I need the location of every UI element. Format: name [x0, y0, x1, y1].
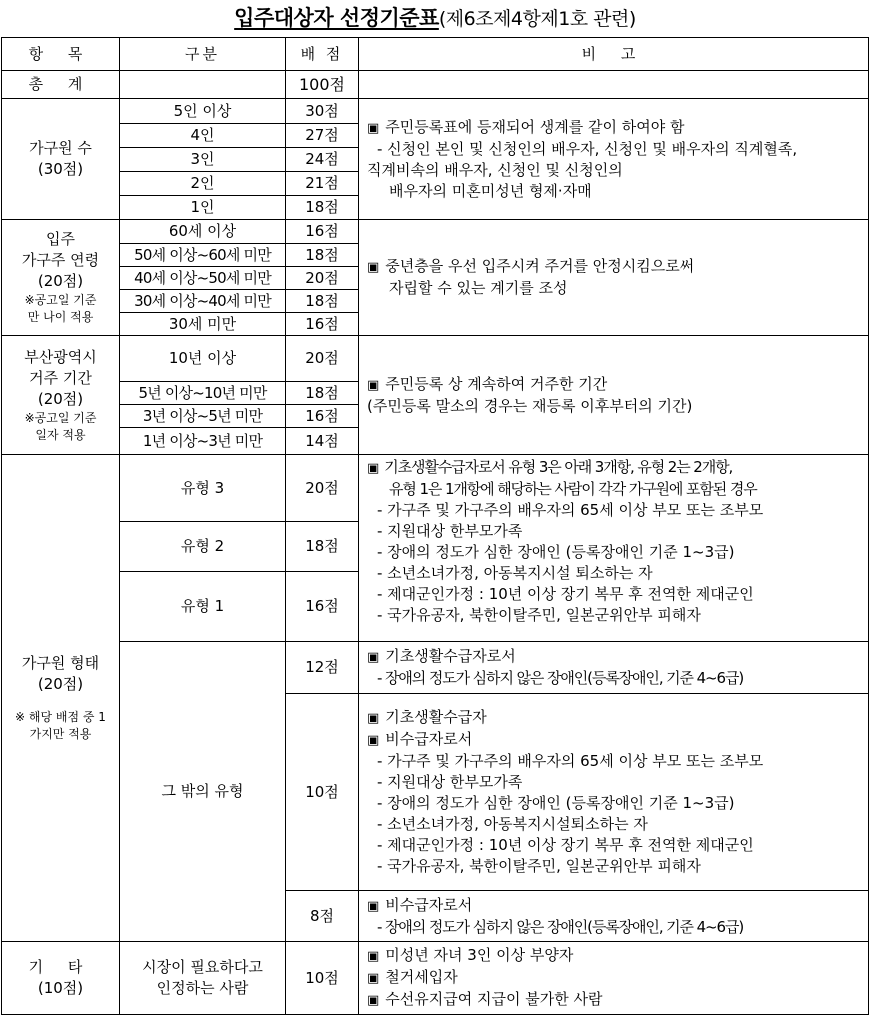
table-row: 2인 21점: [2, 172, 869, 196]
head-age-remark: ▣ 중년층을 우선 입주시켜 주거를 안정시킴으로써 자립할 수 있는 계기를 조성: [359, 220, 869, 336]
total-row: [2, 71, 869, 99]
table-row: 유형 1 16점: [2, 572, 869, 642]
page-title: [0, 0, 870, 36]
table-row: 50세 이상~60세 미만 18점: [2, 244, 869, 267]
table-row: 3년 이상~5년 미만 16점: [2, 405, 869, 428]
table-row: 기 타 (10점) 시장이 필요하다고 인정하는 사람 10점 ▣ 미성년 자녀 3인 이상 부양자 ▣ 철거세입자 ▣ 수선유지급여 지급이 불가한 사람: [2, 942, 869, 1015]
total-label: 총 계: [2, 71, 120, 99]
header-row: [2, 38, 869, 71]
title-main: 입주대상자 선정기준표: [234, 6, 439, 30]
total-score: 100점: [286, 71, 359, 99]
household-type-label: 가구원 형태 (20점) ※ 해당 배점 중 1 가지만 적용: [2, 455, 120, 942]
residence-label: 부산광역시 거주 기간 (20점) ※공고일 기준 일자 적용: [2, 336, 120, 455]
table-row: 유형 2 18점: [2, 522, 869, 572]
table-row: 가구원 수 (30점) 5인 이상 30점 ▣ 주민등록표에 등재되어 생계를 같이 하여야 함 - 신청인 본인 및 신청인의 배우자, 신청인 및 배우자의 직계혈족, 직계비속의 배우자, 신청인 및 신청인의 배우자의 미혼미성년 형제·자매: [2, 99, 869, 124]
table-row: 3인 24점: [2, 148, 869, 172]
household-size-label: 가구원 수 (30점): [2, 99, 120, 220]
table-row: 5년 이상~10년 미만 18점: [2, 382, 869, 405]
table-row: 가구원 형태 (20점) ※ 해당 배점 중 1 가지만 적용 유형 3 20점 ▣ 기초생활수급자로서 유형 3은 아래 3개항, 유형 2는 2개항, 유형 1은 1개항에 해당하는 사람이 각각 가구원에 포함된 경우 - 가구주 및 가구주의 배우자의 65세 이상 부모 또는 조부모 - 지원대상 한부모가족 - 장애의 정도가 심한 장애인 (등록장애인 기준 1~3급) - 소년소녀가정, 아동복지시설 퇴소하는 자 - 제대군인가정 : 10년 이상 장기 복무 후 전역한 제대군인 - 국가유공자, 북한이탈주민, 일본군위안부 피해자: [2, 455, 869, 522]
criteria-table: [1, 37, 869, 1015]
etc-label: 기 타 (10점): [2, 942, 120, 1015]
header-item: 항 목: [2, 38, 120, 71]
header-score: 배 점: [286, 38, 359, 71]
etc-remark: ▣ 미성년 자녀 3인 이상 부양자 ▣ 철거세입자 ▣ 수선유지급여 지급이 불가한 사람: [359, 942, 869, 1015]
residence-remark: ▣ 주민등록 상 계속하여 거주한 기간 (주민등록 말소의 경우는 재등록 이후부터의 기간): [359, 336, 869, 455]
table-row: 입주 가구주 연령 (20점) ※공고일 기준 만 나이 적용 60세 이상 16점 ▣ 중년층을 우선 입주시켜 주거를 안정시킴으로써 자립할 수 있는 계기를 조성: [2, 220, 869, 244]
table-row: 부산광역시 거주 기간 (20점) ※공고일 기준 일자 적용 10년 이상 20점 ▣ 주민등록 상 계속하여 거주한 기간 (주민등록 말소의 경우는 재등록 이후부터의 기간): [2, 336, 869, 382]
table-row: 30세 미만 16점: [2, 313, 869, 336]
header-remark: 비 고: [359, 38, 869, 71]
table-row: 1인 18점: [2, 196, 869, 220]
head-age-label: 입주 가구주 연령 (20점) ※공고일 기준 만 나이 적용: [2, 220, 120, 336]
table-row: 4인 27점: [2, 124, 869, 148]
table-row: 10점 ▣ 기초생활수급자 ▣ 비수급자로서 - 가구주 및 가구주의 배우자의 65세 이상 부모 또는 조부모 - 지원대상 한부모가족 - 장애의 정도가 심한 장애인 (등록장애인 기준 1~3급) - 소년소녀가정, 아동복지시설퇴소하는 자 - 제대군인가정 : 10년 이상 장기 복무 후 전역한 제대군인 - 국가유공자, 북한이탈주민, 일본군위안부 피해자: [2, 694, 869, 891]
table-row: 1년 이상~3년 미만 14점: [2, 428, 869, 455]
table-row: 40세 이상~50세 미만 20점: [2, 267, 869, 290]
household-type-remark: ▣ 기초생활수급자로서 유형 3은 아래 3개항, 유형 2는 2개항, 유형 1은 1개항에 해당하는 사람이 각각 가구원에 포함된 경우 - 가구주 및 가구주의 배우자의 65세 이상 부모 또는 조부모 - 지원대상 한부모가족 - 장애의 정도가 심한 장애인 (등록장애인 기준 1~3급) - 소년소녀가정, 아동복지시설 퇴소하는 자 - 제대군인가정 : 10년 이상 장기 복무 후 전역한 제대군인 - 국가유공자, 북한이탈주민, 일본군위안부 피해자: [359, 455, 869, 642]
table-row: 8점 ▣ 비수급자로서 - 장애의 정도가 심하지 않은 장애인(등록장애인, 기준 4~6급): [2, 891, 869, 942]
table-row: 30세 이상~40세 미만 18점: [2, 290, 869, 313]
title-sub: (제6조제4항제1호 관련): [438, 8, 636, 30]
table-row: 그 밖의 유형 12점 ▣ 기초생활수급자로서 - 장애의 정도가 심하지 않은 장애인(등록장애인, 기준 4~6급): [2, 642, 869, 694]
header-category: 구분: [120, 38, 286, 71]
household-size-remark: ▣ 주민등록표에 등재되어 생계를 같이 하여야 함 - 신청인 본인 및 신청인의 배우자, 신청인 및 배우자의 직계혈족, 직계비속의 배우자, 신청인 및 신청인의 배우자의 미혼미성년 형제·자매: [359, 99, 869, 220]
